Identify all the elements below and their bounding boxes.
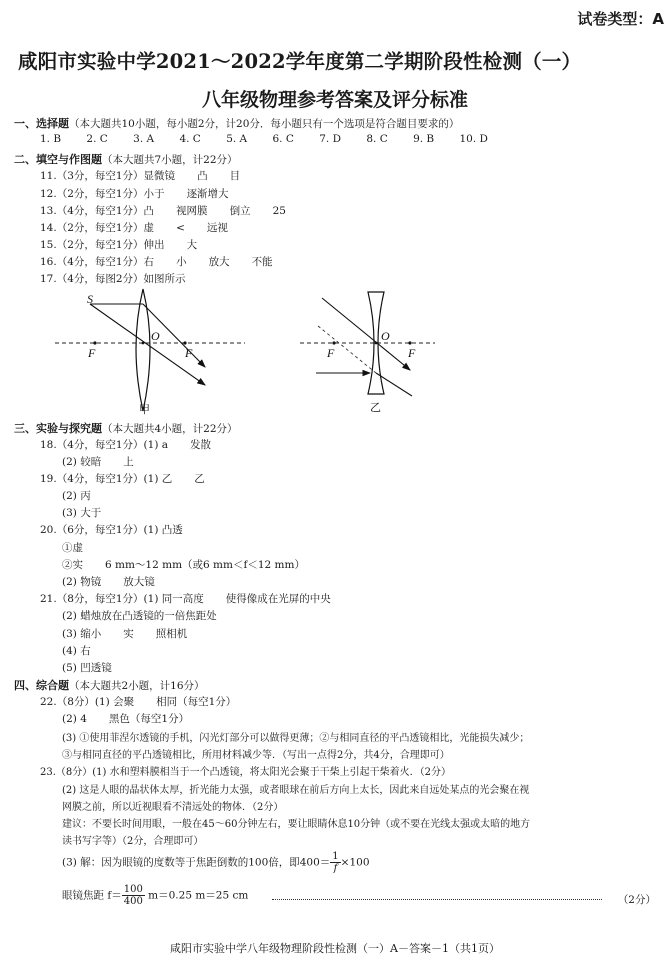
answer-q23-2a: (2) 这是人眼的晶状体太厚，折光能力太强，或者眼球在前后方向上太长，因此来自远处某点的光会聚在视 [62,785,530,796]
optical-center [375,342,378,345]
answer-text: 凸 [197,170,208,182]
formula-text: m＝0.25 m＝25 cm [148,889,249,902]
answer-text: 25 [272,205,286,217]
answer-text: 发散 [190,439,212,451]
section-heading-text: 四、综合题 [14,679,69,692]
numerator: 100 [123,884,143,895]
answer-text: 实 [123,628,134,640]
figure-caption: 乙 [370,402,381,414]
fraction [122,884,145,907]
answer-q21-5: (5) 凹透镜 [62,662,112,674]
answer-q14 [40,220,228,235]
answer-q23-suggest-a: 建议：不要长时间用眼，一般在45～60分钟左右，要让眼睛休息10分钟（或不要在光线太强或太暗的地方 [62,819,531,830]
answer-q15 [40,237,197,252]
answer-q21-3 [62,626,187,641]
section-heading-text: 一、选择题 [14,117,69,130]
answer-q16 [40,254,273,269]
formula-text: 眼镜焦距 f＝ [62,889,122,902]
answer-q23-suggest-b: 读书写字等）（2分，合理即可） [62,836,204,847]
answer-q11 [40,168,240,183]
convex-lens-diagram [55,287,245,415]
mc-answer: 6. C [272,133,294,145]
answer-q17: 17.（4分，每图2分）如图所示 [40,273,186,285]
answer-q20-1b [62,557,305,572]
answer-text: 放大镜 [123,576,155,588]
section-2-heading [14,151,238,167]
answer-text: 小 [176,256,187,268]
answer-q22-2 [62,711,189,726]
section-1-heading [14,115,459,131]
section-note: （本大题共7小题，计22分） [102,154,238,166]
answer-q12 [40,186,229,201]
numerator: 1 [332,851,339,862]
formula-text: ×100 [340,856,370,869]
figure-caption: 甲 [139,404,150,415]
answer-text: 14.（2分，每空1分）虚 [40,222,155,234]
focal-point-right [183,341,186,344]
mc-answers [40,133,488,145]
mc-answer: 10. D [459,133,488,145]
answer-text: 使得像成在光屏的中央 [225,593,331,605]
concave-lens-diagram [300,290,435,415]
mc-answer: 9. B [413,133,435,145]
answer-q19-2: (2) 丙 [62,490,91,502]
point-label-o: O [381,329,390,343]
answer-text: 13.（4分，每空1分）凸 [40,205,155,217]
answer-text: 目 [229,170,241,182]
answer-text: ②实 [62,559,83,571]
section-note: （本大题共2小题，计16分） [69,680,205,692]
answer-q19-3: (3) 大于 [62,507,102,519]
answer-q22-3a: (3) ①使用菲涅尔透镜的手机，闪光灯部分可以做得更薄；②与相同直径的平凸透镜相比，光能损失减少； [62,733,530,744]
section-4-heading [14,677,205,693]
answer-q21-4: (4) 右 [62,645,91,657]
answer-text: 不能 [251,256,273,268]
answer-text: 6 mm～12 mm（或6 mm＜f＜12 mm） [105,559,305,571]
answer-text: 相同（每空1分） [156,696,237,708]
answer-text: (2) 4 [62,713,87,725]
point-label-s: S [87,292,93,306]
section-3-heading [14,420,238,436]
focus-label-left: F [327,346,335,360]
answer-q20-2 [62,574,155,589]
points-label: （2分） [617,894,656,906]
answer-text: 放大 [208,256,230,268]
answer-text: (2) 物镜 [62,576,102,588]
answer-text: 视网膜 [176,205,208,217]
section-note: （本大题共4小题，计22分） [102,423,238,435]
answer-text: 大 [186,239,198,251]
answer-q13 [40,203,286,218]
answer-q23-focal [62,884,248,907]
answer-text: 21.（8分，每空1分）(1) 同一高度 [40,593,204,605]
answer-text: 12.（2分，每空1分）小于 [40,188,165,200]
denominator: f [333,863,338,874]
focus-label-right: F [185,346,193,360]
focal-point-left [332,341,335,344]
focal-point-left [93,341,96,344]
answer-text: 照相机 [155,628,188,640]
answer-q23-2b: 网膜之前，所以近视眼看不清远处的物体．（2分） [62,802,284,813]
fraction [330,851,340,874]
section-heading-text: 二、填空与作图题 [14,153,102,166]
answer-text: 15.（2分，每空1分）伸出 [40,239,165,251]
answer-text: 19.（4分，每空1分）(1) 乙 [40,473,173,485]
answer-text: (2) 较暗 [62,456,102,468]
document-subtitle: 八年级物理参考答案及评分标准 [201,89,468,111]
answer-text: 18.（4分，每空1分）(1) a [40,439,169,451]
answer-text: < [176,222,185,234]
focus-label-left: F [88,346,96,360]
answer-text: 22.（8分）(1) 会聚 [40,696,135,708]
answer-text: 黑色（每空1分） [108,713,190,725]
paper-type: 试卷类型：A [577,10,664,28]
answer-text: 11.（3分，每空1分）显微镜 [40,170,176,182]
mc-answer: 5. A [226,133,248,145]
focal-point-right [408,341,411,344]
denominator: 400 [123,896,143,907]
answer-q23-3 [62,851,370,874]
answer-q19-1 [40,471,205,486]
page-footer: 咸阳市实验中学八年级物理阶段性检测（一）A－答案－1（共1页） [170,942,500,955]
answer-q23-1: 23.（8分）(1) 水和塑料膜相当于一个凸透镜，将太阳光会聚于干柴上引起干柴着火．（2分） [40,767,451,778]
leader-dots [272,899,602,900]
section-heading-text: 三、实验与探究题 [14,422,102,435]
answer-text: 逐渐增大 [186,188,229,200]
answer-text: 上 [123,456,134,468]
answer-text: 远视 [206,222,228,234]
answer-text: 乙 [194,473,205,485]
answer-q21-1 [40,591,331,606]
document-title: 咸阳市实验中学2021～2022学年度第二学期阶段性检测（一） [18,50,582,73]
answer-q22-1 [40,694,236,709]
answer-text: 16.（4分，每空1分）右 [40,256,155,268]
focus-label-right: F [408,346,416,360]
answer-q21-2: (2) 蜡烛放在凸透镜的一倍焦距处 [62,610,217,622]
light-ray [322,298,410,370]
formula-text: (3) 解：因为眼镜的度数等于焦距倒数的100倍，即400＝ [62,856,331,869]
mc-answer: 2. C [86,133,108,145]
section-note: （本大题共10小题，每小题2分，计20分．每小题只有一个选项是符合题目要求的） [69,118,460,130]
mc-answer: 8. C [366,133,388,145]
mc-answer: 3. A [133,133,155,145]
answer-text: 倒立 [229,205,251,217]
answer-q22-3b: ③与相同直径的平凸透镜相比，所用材料减少等．（写出一点得2分，共4分，合理即可） [62,750,450,761]
convex-lens [136,289,150,411]
answer-q18-2 [62,454,134,469]
point-label-o: O [151,329,160,343]
mc-answer: 1. B [40,133,62,145]
optical-center [142,342,145,345]
answer-text: (3) 缩小 [62,628,102,640]
answer-q18-1 [40,437,211,452]
mc-answer: 7. D [319,133,341,145]
answer-q20-1: 20.（6分，每空1分）(1) 凸透 [40,524,183,536]
answer-q20-1a: ①虚 [62,542,83,554]
mc-answer: 4. C [179,133,201,145]
